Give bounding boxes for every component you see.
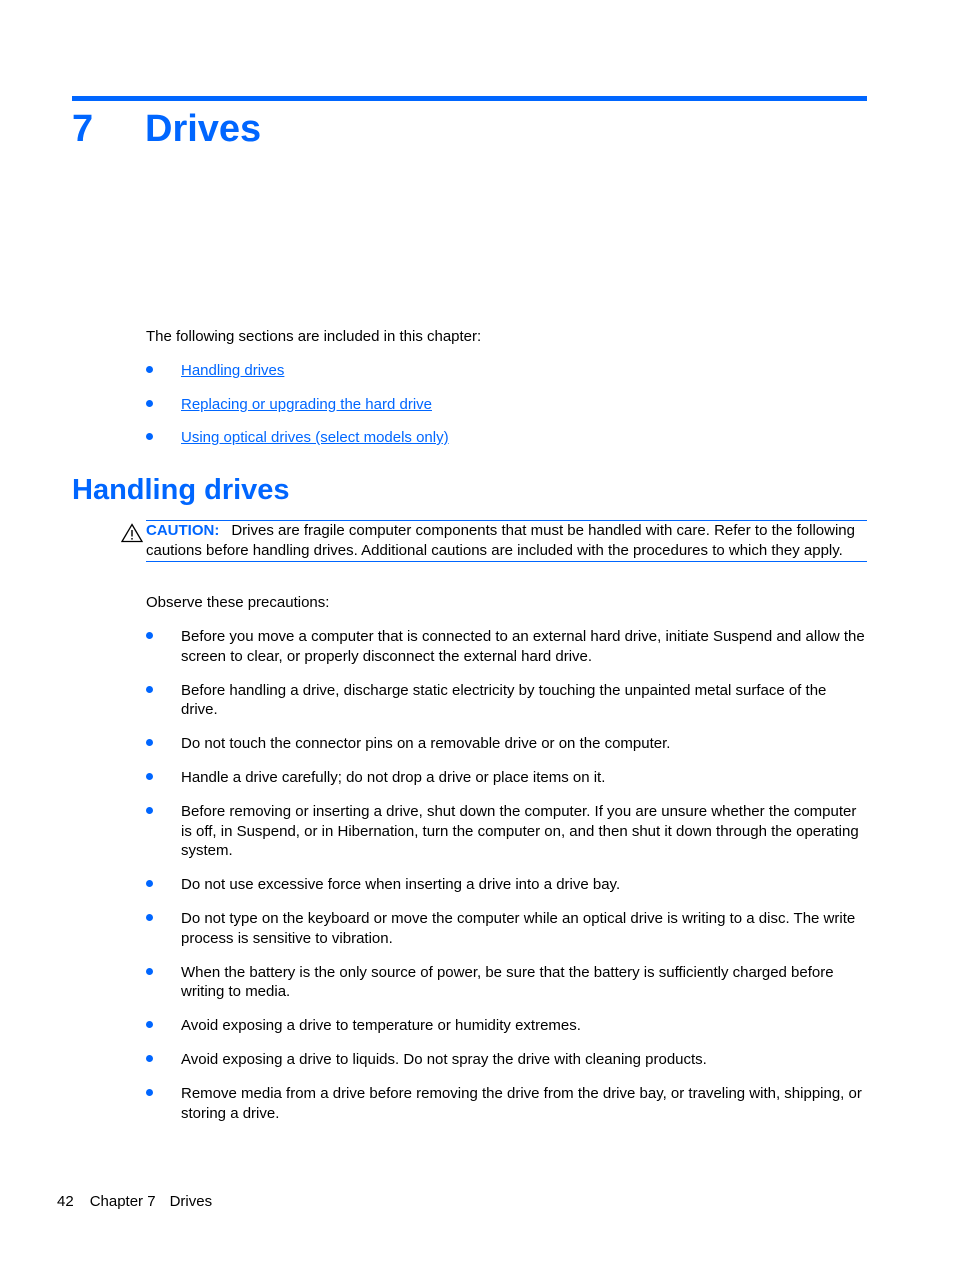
page-footer [57, 1192, 228, 1211]
bullet-icon [146, 400, 153, 407]
precaution-text: Avoid exposing a drive to temperature or humidity extremes. [181, 1017, 581, 1034]
precaution-text: Before removing or inserting a drive, shut down the computer. If you are unsure whether the computer is off, in Suspend, or in Hibernation, turn the computer on, and then shut it down through the operating system. [181, 803, 859, 859]
bullet-icon [146, 773, 153, 780]
bullet-icon [146, 366, 153, 373]
list-item [146, 1084, 867, 1123]
precaution-text: Do not touch the connector pins on a removable drive or on the computer. [181, 735, 671, 752]
bullet-icon [146, 632, 153, 639]
section-heading: Handling drives [72, 474, 290, 506]
precaution-text: Avoid exposing a drive to liquids. Do not spray the drive with cleaning products. [181, 1051, 707, 1068]
precaution-text: Handle a drive carefully; do not drop a drive or place items on it. [181, 769, 606, 786]
page-number: 42 [57, 1193, 74, 1210]
bullet-icon [146, 739, 153, 746]
precaution-text: Before you move a computer that is connected to an external hard drive, initiate Suspend and allow the screen to clear, or properly disconnect the external hard drive. [181, 628, 865, 665]
intro-text: The following sections are included in this chapter: [146, 328, 482, 345]
observe-text: Observe these precautions: [146, 594, 330, 611]
list-item [146, 681, 867, 720]
chapter-number: 7 [72, 108, 94, 150]
bullet-icon [146, 1055, 153, 1062]
warning-triangle-icon [121, 523, 143, 543]
bullet-icon [146, 686, 153, 693]
chapter-rule [72, 96, 867, 101]
footer-chapter-label: Chapter 7 [89, 1193, 156, 1210]
toc-link-replacing-hard-drive[interactable]: Replacing or upgrading the hard drive [181, 395, 432, 413]
precaution-text: When the battery is the only source of power, be sure that the battery is sufficiently charged before writing to media. [181, 963, 834, 1000]
footer-chapter-title: Drives [169, 1193, 213, 1210]
chapter-title: Drives [145, 108, 262, 150]
toc-item [146, 428, 449, 462]
precautions-list [146, 627, 867, 1138]
precaution-text: Do not use excessive force when inserting a drive into a drive bay. [181, 876, 621, 893]
caution-box [146, 520, 867, 562]
list-item [146, 802, 867, 861]
list-item [146, 963, 867, 1002]
chapter-heading [72, 106, 261, 152]
bullet-icon [146, 914, 153, 921]
toc-link-optical-drives[interactable]: Using optical drives (select models only) [181, 429, 449, 446]
caution-text: Drives are fragile computer components that must be handled with care. Refer to the following cautions before handling drives. Additional cautions are included with the procedures to which they apply. [146, 522, 855, 559]
precaution-text: Before handling a drive, discharge static electricity by touching the unpainted metal surface of the drive. [181, 681, 827, 718]
bullet-icon [146, 1021, 153, 1028]
chapter-toc [146, 361, 449, 462]
toc-link-handling-drives[interactable]: Handling drives [181, 362, 285, 379]
list-item [146, 1050, 867, 1070]
precaution-text: Remove media from a drive before removing the drive from the drive bay, or traveling with, shipping, or storing a drive. [181, 1085, 862, 1122]
bullet-icon [146, 1089, 153, 1096]
bullet-icon [146, 968, 153, 975]
bullet-icon [146, 807, 153, 814]
toc-item [146, 395, 449, 429]
toc-item [146, 361, 449, 395]
caution-label: CAUTION: [146, 522, 220, 539]
precaution-text: Do not type on the keyboard or move the computer while an optical drive is writing to a disc. The write process is sensitive to vibration. [181, 910, 856, 947]
bullet-icon [146, 433, 153, 440]
list-item [146, 875, 867, 895]
bullet-icon [146, 880, 153, 887]
list-item [146, 734, 867, 754]
list-item [146, 1016, 867, 1036]
list-item [146, 768, 867, 788]
list-item [146, 909, 867, 948]
list-item [146, 627, 867, 666]
